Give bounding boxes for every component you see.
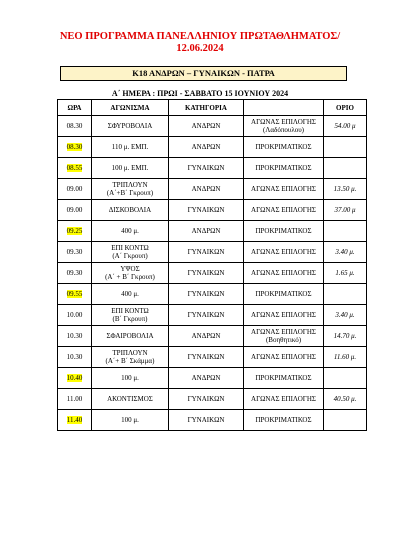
table-row xyxy=(58,263,367,284)
table-row xyxy=(58,116,367,137)
cell-event xyxy=(92,200,169,221)
cell-category: ΓΥΝΑΙΚΩΝ xyxy=(169,347,244,368)
cell-event xyxy=(92,179,169,200)
cell-event xyxy=(92,347,169,368)
cell-category: ΓΥΝΑΙΚΩΝ xyxy=(169,284,244,305)
table-row xyxy=(58,200,367,221)
event-name: ΣΦΑΙΡΟΒΟΛΙΑ xyxy=(106,332,154,340)
cell-phase xyxy=(244,410,324,431)
phase-name: ΠΡΟΚΡΙΜΑΤΙΚΟΣ xyxy=(255,164,312,172)
event-group: (Α΄ + Β΄ Γκρουπ) xyxy=(105,273,155,281)
cell-category: ΑΝΔΡΩΝ xyxy=(169,116,244,137)
cell-phase xyxy=(244,347,324,368)
cell-category: ΑΝΔΡΩΝ xyxy=(169,368,244,389)
cell-event xyxy=(92,284,169,305)
cell-time xyxy=(58,116,92,137)
cell-time xyxy=(58,368,92,389)
cell-phase xyxy=(244,200,324,221)
time-value: 09.00 xyxy=(66,185,83,193)
time-value: 11.40 xyxy=(66,416,83,424)
table-row xyxy=(58,410,367,431)
cell-phase xyxy=(244,158,324,179)
cell-event xyxy=(92,242,169,263)
cell-limit: 3.40 μ. xyxy=(324,242,367,263)
cell-category: ΑΝΔΡΩΝ xyxy=(169,137,244,158)
time-value: 08.30 xyxy=(66,122,83,130)
cell-limit xyxy=(324,158,367,179)
phase-venue: (Λαδόπουλου) xyxy=(262,126,305,134)
cell-time xyxy=(58,263,92,284)
cell-limit xyxy=(324,284,367,305)
cell-phase xyxy=(244,242,324,263)
table-row xyxy=(58,242,367,263)
phase-name: ΠΡΟΚΡΙΜΑΤΙΚΟΣ xyxy=(255,416,312,424)
schedule-rows xyxy=(58,116,367,431)
table-row xyxy=(58,326,367,347)
cell-phase xyxy=(244,221,324,242)
cell-phase xyxy=(244,389,324,410)
event-name: ΕΠΙ ΚΟΝΤΩ xyxy=(111,307,149,315)
event-name: 100 μ. xyxy=(121,416,139,424)
table-row xyxy=(58,389,367,410)
schedule-table xyxy=(57,99,367,431)
table-row xyxy=(58,347,367,368)
header-event: ΑΓΩΝΙΣΜΑ xyxy=(92,100,169,116)
cell-limit xyxy=(324,410,367,431)
event-group: (Α΄ Γκρουπ) xyxy=(112,252,148,260)
cell-phase xyxy=(244,368,324,389)
cell-time xyxy=(58,137,92,158)
day-heading: Α΄ ΗΜΕΡΑ : ΠΡΩΙ - ΣΑΒΒΑΤΟ 15 ΙΟΥΝΙΟΥ 2024 xyxy=(111,89,289,98)
cell-event xyxy=(92,221,169,242)
time-value: 09.25 xyxy=(66,227,83,235)
table-row xyxy=(58,284,367,305)
phase-name: ΑΓΩΝΑΣ ΕΠΙΛΟΓΗΣ xyxy=(251,395,316,403)
cell-category: ΓΥΝΑΙΚΩΝ xyxy=(169,410,244,431)
time-value: 10.40 xyxy=(66,374,83,382)
cell-time xyxy=(58,179,92,200)
cell-category: ΓΥΝΑΙΚΩΝ xyxy=(169,305,244,326)
cell-category: ΑΝΔΡΩΝ xyxy=(169,179,244,200)
phase-venue: (Βοηθητικό) xyxy=(265,336,302,344)
document-title xyxy=(0,31,400,55)
cell-time xyxy=(58,221,92,242)
cell-limit: 13.50 μ. xyxy=(324,179,367,200)
table-row xyxy=(58,137,367,158)
event-group: (Α΄+ Β΄ Σκάμμα) xyxy=(105,357,155,365)
cell-phase xyxy=(244,179,324,200)
cell-time xyxy=(58,305,92,326)
cell-event xyxy=(92,326,169,347)
event-name: 110 μ. ΕΜΠ. xyxy=(111,143,149,151)
event-name: 400 μ. xyxy=(121,290,139,298)
cell-category: ΑΝΔΡΩΝ xyxy=(169,326,244,347)
event-group: (Α΄+Β΄ Γκρουπ) xyxy=(106,189,154,197)
phase-name: ΠΡΟΚΡΙΜΑΤΙΚΟΣ xyxy=(255,290,312,298)
cell-time xyxy=(58,200,92,221)
cell-limit: 1.65 μ. xyxy=(324,263,367,284)
cell-phase xyxy=(244,305,324,326)
time-value: 08.30 xyxy=(66,143,83,151)
cell-time xyxy=(58,158,92,179)
cell-phase xyxy=(244,137,324,158)
cell-limit: 40.50 μ. xyxy=(324,389,367,410)
table-header-row xyxy=(58,100,367,116)
event-name: ΤΡΙΠΛΟΥΝ xyxy=(112,349,148,357)
table-row xyxy=(58,305,367,326)
phase-name: ΑΓΩΝΑΣ ΕΠΙΛΟΓΗΣ xyxy=(251,269,316,277)
time-value: 10.00 xyxy=(66,311,83,319)
event-group: (Β΄ Γκρουπ) xyxy=(112,315,148,323)
header-limit: ΟΡΙΟ xyxy=(324,100,367,116)
table-row xyxy=(58,368,367,389)
event-name: 100 μ. ΕΜΠ. xyxy=(111,164,149,172)
cell-time xyxy=(58,347,92,368)
time-value: 10.30 xyxy=(66,332,83,340)
event-name: ΤΡΙΠΛΟΥΝ xyxy=(112,181,148,189)
cell-category: ΓΥΝΑΙΚΩΝ xyxy=(169,389,244,410)
cell-time xyxy=(58,389,92,410)
phase-name: ΠΡΟΚΡΙΜΑΤΙΚΟΣ xyxy=(255,143,312,151)
phase-name: ΠΡΟΚΡΙΜΑΤΙΚΟΣ xyxy=(255,374,312,382)
phase-name: ΑΓΩΝΑΣ ΕΠΙΛΟΓΗΣ xyxy=(251,118,316,126)
cell-category: ΓΥΝΑΙΚΩΝ xyxy=(169,200,244,221)
cell-event xyxy=(92,410,169,431)
header-phase xyxy=(244,100,324,116)
category-banner: Κ18 ΑΝΔΡΩΝ – ΓΥΝΑΙΚΩΝ - ΠΑΤΡΑ xyxy=(60,66,347,81)
title-line-2: 12.06.2024 xyxy=(176,43,224,54)
table-row xyxy=(58,179,367,200)
cell-event xyxy=(92,389,169,410)
cell-phase xyxy=(244,284,324,305)
title-line-1: ΝΕΟ ΠΡΟΓΡΑΜΜΑ ΠΑΝΕΛΛΗΝΙΟΥ ΠΡΩΤΑΘΛΗΜΑΤΟΣ/ xyxy=(59,31,341,42)
event-name: ΔΙΣΚΟΒΟΛΙΑ xyxy=(108,206,152,214)
cell-limit: 3.40 μ. xyxy=(324,305,367,326)
event-name: ΣΦΥΡΟΒΟΛΙΑ xyxy=(107,122,153,130)
cell-time xyxy=(58,284,92,305)
cell-phase xyxy=(244,263,324,284)
cell-limit xyxy=(324,221,367,242)
event-name: ΑΚΟΝΤΙΣΜΟΣ xyxy=(107,395,153,403)
header-category: ΚΑΤΗΓΟΡΙΑ xyxy=(169,100,244,116)
table-row xyxy=(58,158,367,179)
event-name: 100 μ. xyxy=(121,374,139,382)
time-value: 09.30 xyxy=(66,248,83,256)
cell-limit: 54.00 μ xyxy=(324,116,367,137)
cell-event xyxy=(92,116,169,137)
event-name: 400 μ. xyxy=(121,227,139,235)
phase-name: ΑΓΩΝΑΣ ΕΠΙΛΟΓΗΣ xyxy=(251,328,316,336)
cell-phase xyxy=(244,116,324,137)
phase-name: ΑΓΩΝΑΣ ΕΠΙΛΟΓΗΣ xyxy=(251,206,316,214)
header-time: ΩΡΑ xyxy=(58,100,92,116)
time-value: 10.30 xyxy=(66,353,83,361)
phase-name: ΑΓΩΝΑΣ ΕΠΙΛΟΓΗΣ xyxy=(251,248,316,256)
cell-category: ΓΥΝΑΙΚΩΝ xyxy=(169,263,244,284)
event-name: ΥΨΟΣ xyxy=(120,265,140,273)
cell-event xyxy=(92,158,169,179)
table-row xyxy=(58,221,367,242)
cell-event xyxy=(92,137,169,158)
cell-category: ΓΥΝΑΙΚΩΝ xyxy=(169,158,244,179)
cell-time xyxy=(58,242,92,263)
time-value: 11.00 xyxy=(66,395,83,403)
cell-time xyxy=(58,410,92,431)
cell-limit xyxy=(324,137,367,158)
cell-event xyxy=(92,305,169,326)
phase-name: ΑΓΩΝΑΣ ΕΠΙΛΟΓΗΣ xyxy=(251,185,316,193)
cell-limit xyxy=(324,368,367,389)
event-name: ΕΠΙ ΚΟΝΤΩ xyxy=(111,244,149,252)
cell-limit: 14.70 μ. xyxy=(324,326,367,347)
cell-event xyxy=(92,263,169,284)
time-value: 08.55 xyxy=(66,164,83,172)
phase-name: ΑΓΩΝΑΣ ΕΠΙΛΟΓΗΣ xyxy=(251,353,316,361)
time-value: 09.30 xyxy=(66,269,83,277)
cell-category: ΑΝΔΡΩΝ xyxy=(169,221,244,242)
cell-event xyxy=(92,368,169,389)
cell-limit: 37.00 μ xyxy=(324,200,367,221)
phase-name: ΑΓΩΝΑΣ ΕΠΙΛΟΓΗΣ xyxy=(251,311,316,319)
cell-time xyxy=(58,326,92,347)
cell-category: ΓΥΝΑΙΚΩΝ xyxy=(169,242,244,263)
time-value: 09.55 xyxy=(66,290,83,298)
cell-phase xyxy=(244,326,324,347)
time-value: 09.00 xyxy=(66,206,83,214)
phase-name: ΠΡΟΚΡΙΜΑΤΙΚΟΣ xyxy=(255,227,312,235)
cell-limit: 11.60 μ. xyxy=(324,347,367,368)
